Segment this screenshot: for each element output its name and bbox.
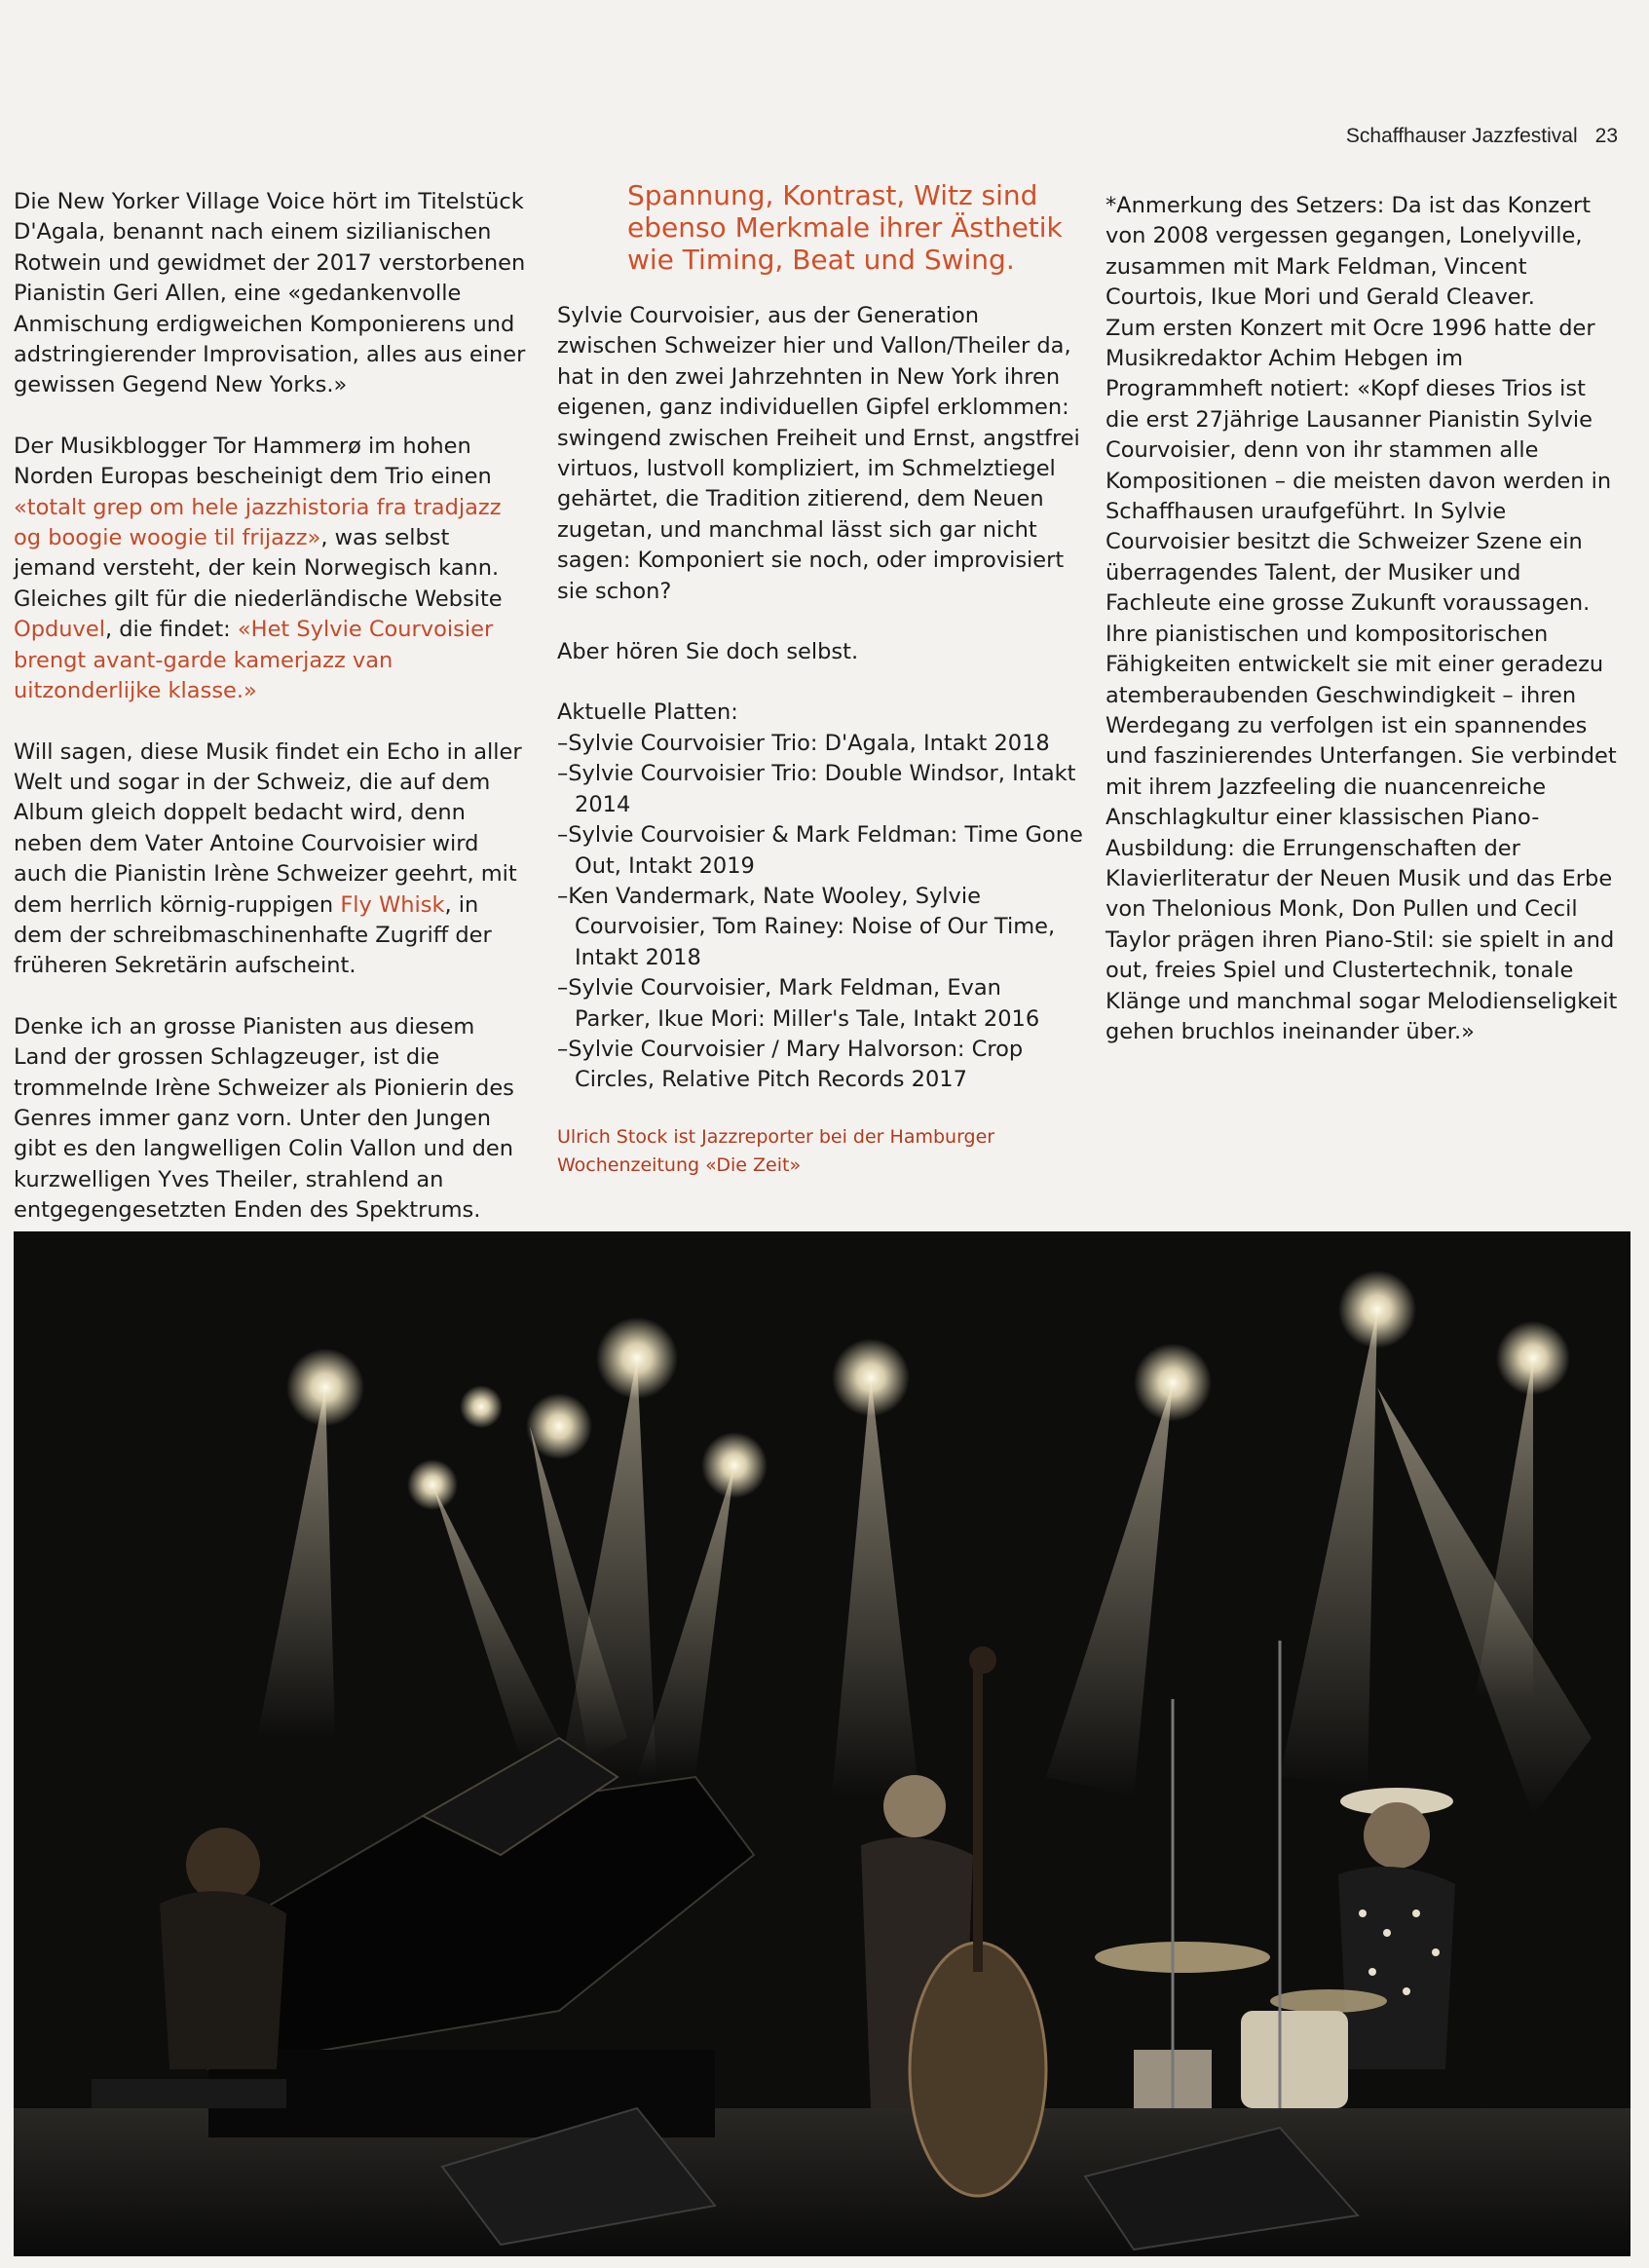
paragraph: Denke ich an grosse Pianisten aus diesem Land der grossen Schlagzeuger, ist die trommelnde Irène Schweizer als Pionierin des Genres immer ganz vorn. Unter den Jungen gibt es den langwelligen Colin Vallon und den kurzwelligen Yves Theiler, strahlend an entgegengesetzten Enden des Spektrums. bbox=[14, 1013, 514, 1224]
section-title: Schaffhauser Jazzfestival bbox=[1345, 125, 1578, 147]
records-list bbox=[557, 729, 1083, 1096]
author-credit: Ulrich Stock ist Jazzreporter bei der Hamburger Wochenzeitung «Die Zeit» bbox=[557, 1125, 995, 1176]
text-run: , was selbst jemand versteht, der kein Norwegisch kann. Gleiches gilt für die niederländische Website bbox=[14, 525, 503, 612]
records-title: Aktuelle Platten: bbox=[557, 699, 738, 726]
article-column-3 bbox=[1106, 191, 1622, 1077]
list-item: –Sylvie Courvoisier, Mark Feldman, Evan Parker, Ikue Mori: Miller's Tale, Intakt 2016 bbox=[557, 975, 1040, 1032]
text-run: Will sagen, diese Musik findet ein Echo in aller Welt und sogar in der Schweiz, die auf dem Album gleich doppelt bedacht wird, denn neben dem Vater Antoine Courvoisier wird auch die Pianistin Irène Schweizer geehrt, mit dem herrlich körnig-ruppigen bbox=[14, 738, 522, 918]
paragraph: *Anmerkung des Setzers: Da ist das Konzert von 2008 vergessen gegangen, Lonelyville, zusammen mit Mark Feldman, Vincent Courtois, Ikue Mori und Gerald Cleaver. bbox=[1106, 193, 1592, 311]
concert-photo-illustration bbox=[14, 1231, 1630, 2256]
article-column-1 bbox=[14, 187, 526, 1257]
text-run: , in dem der schreibmaschinenhafte Zugriff der früheren Sekretärin aufscheint. bbox=[14, 891, 492, 979]
list-item: –Sylvie Courvoisier Trio: D'Agala, Intakt 2018 bbox=[557, 730, 1050, 756]
list-item: –Ken Vandermark, Nate Wooley, Sylvie Courvoisier, Tom Rainey: Noise of Our Time, Intakt 2018 bbox=[557, 883, 1056, 970]
page-header bbox=[1346, 125, 1618, 148]
paragraph: Zum ersten Konzert mit Ocre 1996 hatte der Musikredaktor Achim Hebgen im Programmheft notiert: «Kopf dieses Trios ist die erst 27jährige Lausanner Pianistin Sylvie Courvoisier, denn von ihr stammen alle Kompositionen – die meisten davon werden in Schaffhausen uraufgeführt. In Sylvie Courvoisier besitzt die Schweizer Szene ein überragendes Talent, der Musiker und Fachleute eine grosse Zukunft voraussagen. Ihre pianistischen und kompositorischen Fähigkeiten entwickelt sie mit einer geradezu atemberaubenden Geschwindigkeit – ihren Werdegang zu verfolgen ist ein spannendes und faszinierendes Unterfangen. Sie verbindet mit ihrem Jazzfeeling die nuancenreiche Anschlagkultur einer klassischen Piano-Ausbildung: die Errungenschaften der Klavierliteratur der Neuen Musik und das Erbe von Thelonious Monk, Don Pullen und Cecil Taylor prägen ihren Piano-Stil: sie spielt in and out, freies Spiel und Clustertechnik, tonale Klänge und manchmal sogar Melodienseligkeit gehen bruchlos ineinander über.» bbox=[1106, 315, 1618, 1044]
text-run: , die findet: bbox=[104, 617, 238, 643]
list-item: –Sylvie Courvoisier Trio: Double Windsor, Intakt 2014 bbox=[557, 761, 1076, 817]
list-item: –Sylvie Courvoisier / Mary Halvorson: Crop Circles, Relative Pitch Records 2017 bbox=[557, 1036, 1024, 1093]
paragraph: Sylvie Courvoisier, aus der Generation zwischen Schweizer hier und Vallon/Theiler da, hat in den zwei Jahrzehnten in New York ihren eigenen, ganz individuellen Gipfel erklommen: swingend zwischen Freiheit und Ernst, angstfrei virtuos, lustvoll kompliziert, im Schmelztiegel gehärtet, die Tradition zitierend, dem Neuen zugetan, und manchmal lässt sich gar nicht sagen: Komponiert sie noch, oder improvisiert sie schon? bbox=[557, 303, 1080, 604]
norwegian-quote: «totalt grep om hele jazzhistoria fra tradjazz og boogie woogie til frijazz» bbox=[14, 494, 502, 551]
pull-quote: Spannung, Kontrast, Witz sind ebenso Merkmale ihrer Ästhetik wie Timing, Beat und Swing. bbox=[627, 179, 1063, 276]
list-item: –Sylvie Courvoisier & Mark Feldman: Time Gone Out, Intakt 2019 bbox=[557, 822, 1083, 879]
paragraph bbox=[14, 432, 526, 707]
website-name: Opduvel bbox=[14, 617, 105, 643]
article-column-2 bbox=[557, 179, 1083, 1210]
text-run: Der Musikblogger Tor Hammerø im hohen Norden Europas bescheinigt dem Trio einen bbox=[14, 433, 492, 490]
dutch-quote: «Het Sylvie Courvoisier brengt avant-garde kamerjazz van uitzonderlijke klasse.» bbox=[14, 617, 494, 704]
track-title: Fly Whisk bbox=[340, 891, 445, 918]
concert-photo bbox=[14, 1231, 1630, 2256]
paragraph bbox=[14, 737, 526, 982]
paragraph: Die New Yorker Village Voice hört im Titelstück D'Agala, benannt nach einem sizilianischen Rotwein und gewidmet der 2017 verstorbenen Pianistin Geri Allen, eine «gedankenvolle Anmischung erdigweichen Komponierens und adstringierender Improvisation, alles aus einer gewissen Gegend New Yorks.» bbox=[14, 189, 526, 398]
page-number: 23 bbox=[1594, 125, 1618, 147]
paragraph: Aber hören Sie doch selbst. bbox=[557, 639, 859, 665]
